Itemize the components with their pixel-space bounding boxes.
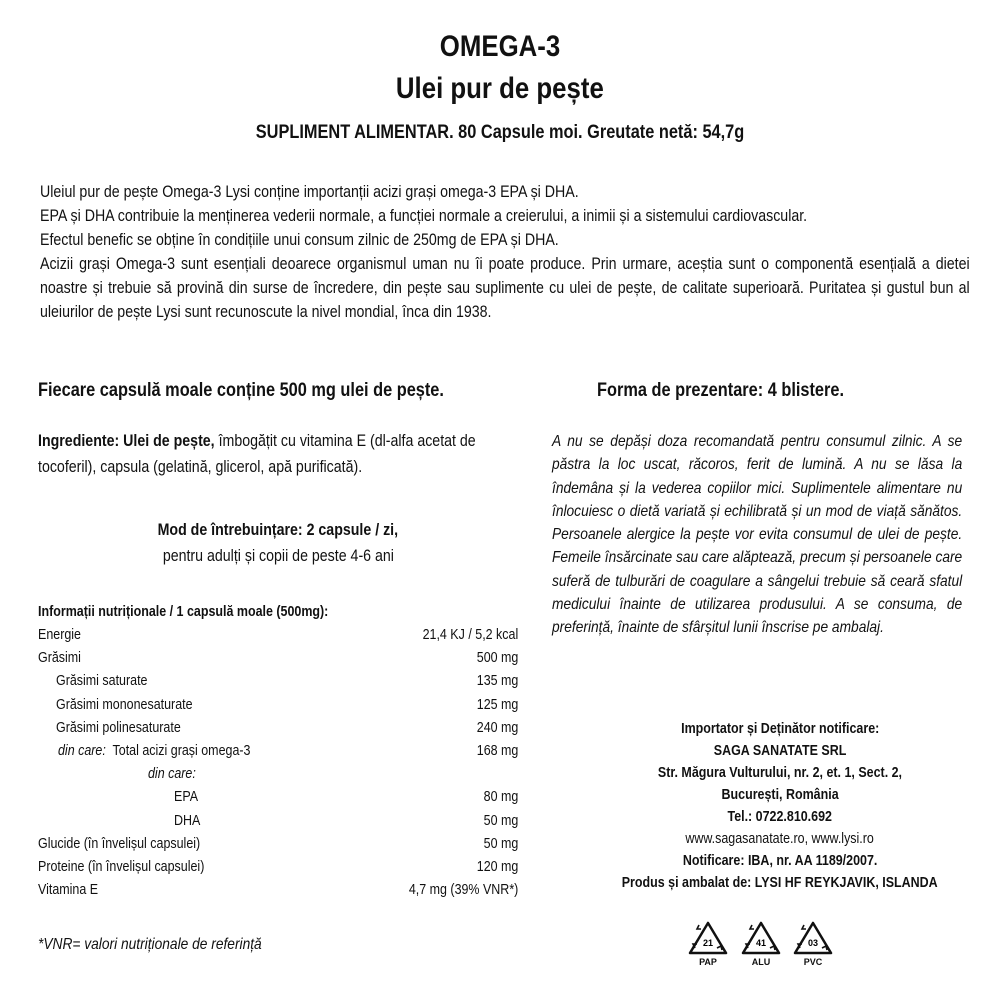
importer-line: Str. Măgura Vulturului, nr. 2, et. 1, Sect. 2, — [657, 765, 903, 781]
importer-line: SAGA SANATATE SRL — [713, 743, 847, 759]
table-row: Energie 21,4 KJ / 5,2 kcal — [38, 627, 518, 643]
recycle-code: PAP — [699, 957, 717, 967]
importer-line: Tel.: 0722.810.692 — [727, 809, 833, 825]
table-row: EPA 80 mg — [174, 789, 518, 806]
ingredients — [38, 428, 498, 480]
table-row: Grăsimi mononesaturate 125 mg — [56, 696, 518, 713]
capsule-heading: Fiecare capsulă moale conține 500 mg ulei de pește. — [38, 380, 444, 401]
intro-paragraph: EPA și DHA contribuie la menținerea vederii normale, a funcției normale a creierului, a inimii și a sistemului cardiovascular. — [40, 207, 808, 225]
warning-text: A nu se depăși doza recomandată pentru consumul zilnic. A se păstra la loc uscat, răcoros, ferit de lumină. A nu se lăsa la îndemâna și la vederea copiilor mici. Suplimentele alimentare nu înlocuiesc o dietă variată și echilibrată și un mod de viață sănătos. Persoanele alergice la pește vor evita consumul de ulei de pește. Femeile însărcinate sau care alăptează, precum și persoanele care suferă de tulburări de coagulare a sângelui trebuie să ceară sfatul medicului înainte de utilizarea produsului. A se consuma, de preferință, înainte de sfârșitul lunii înscrise pe ambalaj. — [552, 433, 963, 637]
table-row: Grăsimi polinesaturate 240 mg — [56, 719, 518, 736]
ingredients-text: îmbogățit cu vitamina E (dl-alfa acetat de tocoferil), capsula (gelatină, glicerol, apă purificată). — [38, 432, 476, 476]
importer-info — [560, 718, 1000, 894]
importer-line: Notificare: IBA, nr. AA 1189/2007. — [682, 853, 878, 869]
recycling-symbol-pap — [683, 920, 733, 967]
importer-line: București, România — [721, 787, 839, 803]
recycle-triangle-icon — [687, 920, 729, 956]
product-subtitle: Ulei pur de pește — [396, 72, 604, 105]
ingredients-label: Ingrediente: Ulei de pește, — [38, 432, 215, 450]
table-row: Grăsimi 500 mg — [38, 650, 518, 667]
table-row: Glucide (în învelișul capsulei) 50 mg — [38, 835, 518, 852]
table-row: din care: Total acizi grași omega-3 168 mg — [58, 742, 518, 759]
usage-line: Mod de întrebuințare: 2 capsule / zi, — [157, 521, 399, 539]
table-row: Proteine (în învelișul capsulei) 120 mg — [38, 858, 518, 875]
importer-line: www.sagasanatate.ro, www.lysi.ro — [685, 831, 875, 847]
importer-line: Produs și ambalat de: LYSI HF REYKJAVIK, ISLANDA — [622, 875, 938, 891]
usage-line: pentru adulți și copii de peste 4-6 ani — [162, 547, 394, 565]
usage-instructions — [38, 517, 518, 569]
product-title: OMEGA-3 — [439, 30, 561, 63]
recycle-code: ALU — [751, 957, 771, 967]
importer-line: Importator și Deținător notificare: — [680, 721, 880, 737]
table-row: Vitamina E 4,7 mg (39% VNR*) — [38, 882, 518, 899]
intro-paragraph: Uleiul pur de pește Omega-3 Lysi conține importanții acizi grași omega-3 EPA și DHA. — [40, 183, 579, 201]
recycle-triangle-icon — [792, 920, 834, 956]
table-row: DHA 50 mg — [174, 812, 518, 829]
recycle-number: 41 — [755, 938, 767, 948]
table-row: Grăsimi saturate 135 mg — [56, 673, 518, 690]
intro-paragraph: Acizii grași Omega-3 sunt esențiali deoarece organismul uman nu îi poate produce. Prin urmare, aceștia sunt o componentă esențială a dietei noastre și trebuie să provină din surse de încredere, din pește sau suplimente cu ulei de pește, de calitate superioară. Puritatea și gustul bun al uleiurilor de pește Lysi sunt recunoscute la nivel mondial, înca din 1938. — [40, 255, 970, 321]
intro-text — [40, 180, 970, 324]
recycle-triangle-icon — [740, 920, 782, 956]
intro-paragraph: Efectul benefic se obține în condițiile unui consum zilnic de 250mg de EPA și DHA. — [40, 231, 559, 249]
product-tagline: SUPLIMENT ALIMENTAR. 80 Capsule moi. Greutate netă: 54,7g — [255, 122, 745, 143]
nutrition-table — [38, 600, 518, 902]
vnr-footnote: *VNR= valori nutriționale de referință — [38, 936, 262, 953]
presentation-heading: Forma de prezentare: 4 blistere. — [597, 380, 845, 401]
recycling-symbol-pvc — [788, 920, 838, 967]
nutrition-heading: Informații nutriționale / 1 capsulă moale (500mg): — [38, 604, 329, 620]
recycle-code: PVC — [803, 957, 823, 967]
recycle-number: 21 — [702, 938, 714, 948]
table-row: din care: — [148, 766, 196, 783]
recycle-number: 03 — [807, 938, 819, 948]
recycling-symbol-alu — [736, 920, 786, 967]
